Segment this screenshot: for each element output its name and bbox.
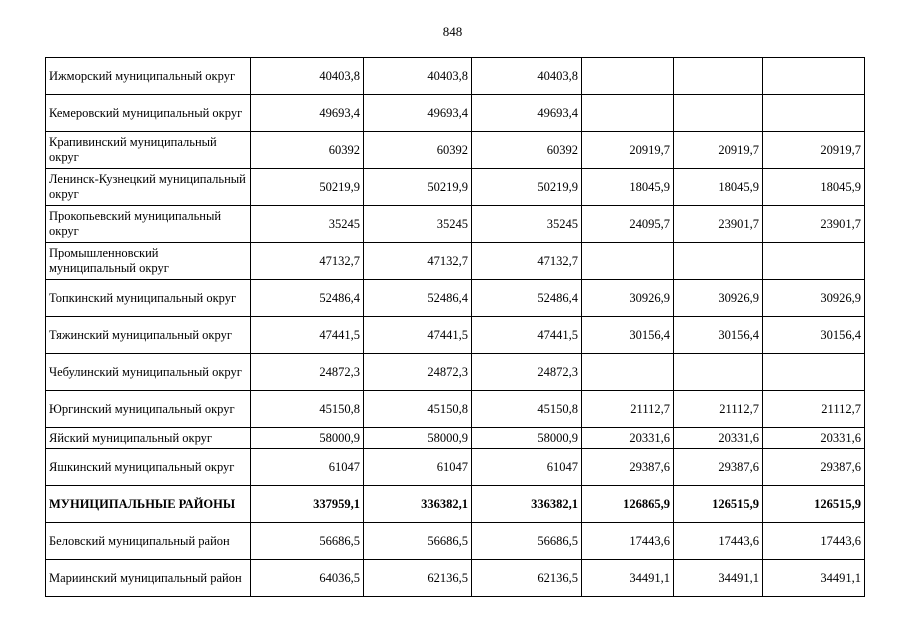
row-value: 47132,7 [364,243,472,280]
row-value: 18045,9 [582,169,674,206]
row-value: 336382,1 [364,486,472,523]
row-value: 18045,9 [763,169,865,206]
row-value: 49693,4 [472,95,582,132]
table-row [46,391,865,428]
row-value: 24095,7 [582,206,674,243]
row-value: 47132,7 [472,243,582,280]
row-name: Кемеровский муниципальный округ [46,95,251,132]
row-name: Крапивинский муниципальный округ [46,132,251,169]
row-value [582,58,674,95]
row-name: МУНИЦИПАЛЬНЫЕ РАЙОНЫ [46,486,251,523]
table-row [46,354,865,391]
row-value: 47441,5 [472,317,582,354]
row-value: 60392 [251,132,364,169]
table-row [46,428,865,449]
row-value: 56686,5 [251,523,364,560]
row-value: 29387,6 [763,449,865,486]
row-value: 24872,3 [472,354,582,391]
row-value [763,354,865,391]
row-value: 20919,7 [674,132,763,169]
row-name: Промышленновский муниципальный округ [46,243,251,280]
row-value: 56686,5 [472,523,582,560]
row-value: 24872,3 [364,354,472,391]
row-value: 56686,5 [364,523,472,560]
row-name: Ижморский муниципальный округ [46,58,251,95]
row-value: 50219,9 [472,169,582,206]
row-value [582,243,674,280]
row-value: 23901,7 [674,206,763,243]
row-value: 64036,5 [251,560,364,597]
row-value: 62136,5 [472,560,582,597]
row-value: 126515,9 [674,486,763,523]
row-value: 24872,3 [251,354,364,391]
row-value: 35245 [251,206,364,243]
row-name: Мариинский муниципальный район [46,560,251,597]
row-value: 47441,5 [364,317,472,354]
row-value: 58000,9 [472,428,582,449]
row-value: 336382,1 [472,486,582,523]
row-value: 45150,8 [251,391,364,428]
row-value [763,58,865,95]
row-value: 30156,4 [582,317,674,354]
table-row [46,169,865,206]
row-value: 60392 [472,132,582,169]
table-row [46,58,865,95]
row-value: 61047 [251,449,364,486]
row-value: 45150,8 [472,391,582,428]
row-value: 60392 [364,132,472,169]
row-value: 61047 [472,449,582,486]
row-value: 34491,1 [763,560,865,597]
row-name: Тяжинский муниципальный округ [46,317,251,354]
row-value: 34491,1 [674,560,763,597]
row-value [674,58,763,95]
row-value: 17443,6 [582,523,674,560]
row-value: 40403,8 [364,58,472,95]
page-number: 848 [442,24,463,39]
table-row [46,132,865,169]
row-value: 20919,7 [763,132,865,169]
row-value: 21112,7 [763,391,865,428]
row-value [674,243,763,280]
row-value: 30926,9 [582,280,674,317]
table-row [46,95,865,132]
row-value: 50219,9 [364,169,472,206]
budget-table [45,57,865,597]
row-value: 52486,4 [472,280,582,317]
table-row [46,560,865,597]
row-value: 29387,6 [582,449,674,486]
row-value: 35245 [472,206,582,243]
row-value: 47132,7 [251,243,364,280]
row-value: 29387,6 [674,449,763,486]
row-value: 20331,6 [582,428,674,449]
row-value: 126865,9 [582,486,674,523]
row-value: 52486,4 [251,280,364,317]
row-value: 23901,7 [763,206,865,243]
row-value: 21112,7 [674,391,763,428]
table-row [46,206,865,243]
row-value: 126515,9 [763,486,865,523]
table-row [46,280,865,317]
row-value: 30926,9 [674,280,763,317]
row-value: 20331,6 [674,428,763,449]
row-value: 35245 [364,206,472,243]
row-value: 21112,7 [582,391,674,428]
row-name: Беловский муниципальный район [46,523,251,560]
row-value [582,95,674,132]
table-row [46,523,865,560]
row-value: 52486,4 [364,280,472,317]
table-row [46,449,865,486]
row-name: Юргинский муниципальный округ [46,391,251,428]
row-value: 30156,4 [763,317,865,354]
table-row [46,486,865,523]
row-name: Яшкинский муниципальный округ [46,449,251,486]
table-row [46,243,865,280]
row-name: Ленинск-Кузнецкий муниципальный округ [46,169,251,206]
row-value [763,243,865,280]
row-name: Топкинский муниципальный округ [46,280,251,317]
row-value: 20919,7 [582,132,674,169]
row-value: 50219,9 [251,169,364,206]
row-value: 49693,4 [364,95,472,132]
row-value: 17443,6 [763,523,865,560]
table-row [46,317,865,354]
row-value: 18045,9 [674,169,763,206]
row-value: 34491,1 [582,560,674,597]
row-value [763,95,865,132]
row-name: Прокопьевский муниципальный округ [46,206,251,243]
row-value: 62136,5 [364,560,472,597]
row-value [674,95,763,132]
row-name: Чебулинский муниципальный округ [46,354,251,391]
row-value: 47441,5 [251,317,364,354]
row-value: 20331,6 [763,428,865,449]
row-value: 30926,9 [763,280,865,317]
row-value: 30156,4 [674,317,763,354]
row-value: 45150,8 [364,391,472,428]
row-value: 337959,1 [251,486,364,523]
row-value: 58000,9 [251,428,364,449]
row-value: 49693,4 [251,95,364,132]
row-value: 40403,8 [251,58,364,95]
row-value [582,354,674,391]
row-value: 17443,6 [674,523,763,560]
row-value [674,354,763,391]
row-value: 58000,9 [364,428,472,449]
row-value: 61047 [364,449,472,486]
row-value: 40403,8 [472,58,582,95]
row-name: Яйский муниципальный округ [46,428,251,449]
